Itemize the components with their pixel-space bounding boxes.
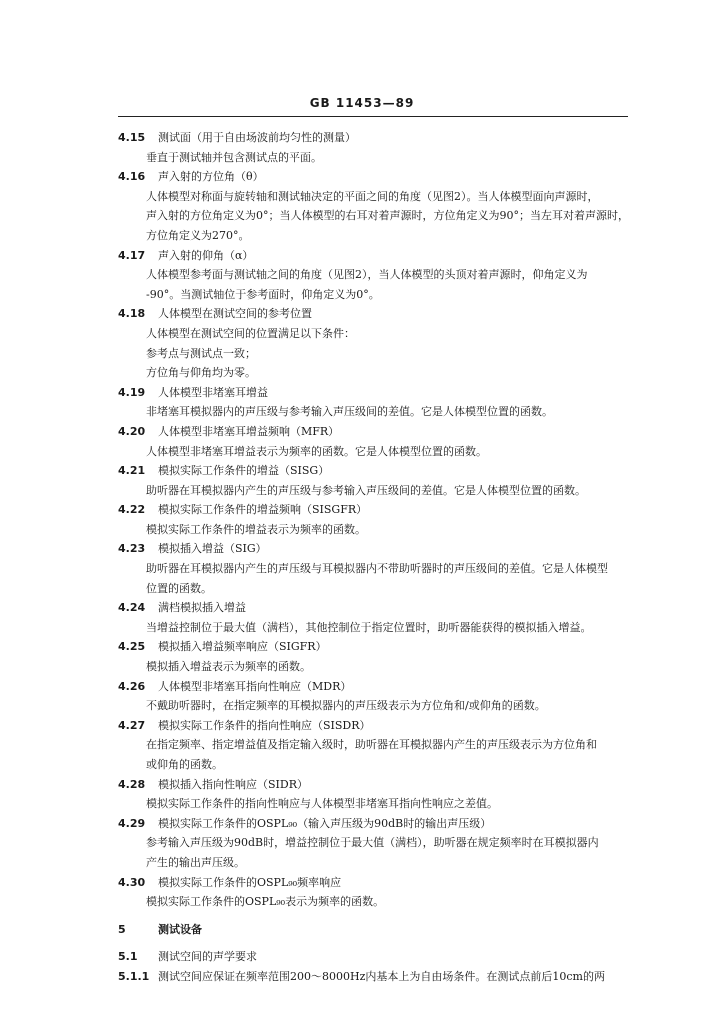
clause-heading bbox=[118, 128, 630, 148]
clause-title: 模拟实际工作条件的指向性响应（SISDR） bbox=[158, 718, 371, 732]
clause-title: 模拟插入指向性响应（SIDR） bbox=[158, 777, 308, 791]
clause-text: -90°。当测试轴位于参考面时，仰角定义为0°。 bbox=[146, 287, 380, 301]
clause-text: 模拟实际工作条件的增益表示为频率的函数。 bbox=[146, 522, 366, 536]
clause-text: 人体模型对称面与旋转轴和测试轴决定的平面之间的角度（见图2）。当人体模型面向声源时， bbox=[146, 189, 599, 203]
clause-heading bbox=[118, 814, 630, 834]
spacer bbox=[118, 939, 630, 947]
subsection-heading bbox=[118, 947, 630, 967]
clause-title: 模拟实际工作条件的增益（SISG） bbox=[158, 464, 330, 478]
clause-heading bbox=[118, 461, 630, 481]
clause-number: 4.30 bbox=[118, 875, 146, 889]
clause-title: 人体模型非堵塞耳增益 bbox=[158, 385, 268, 399]
clause-text: 当增益控制位于最大值（满档），其他控制位于指定位置时，助听器能获得的模拟插入增益。 bbox=[146, 620, 592, 634]
page-header: GB 11453—89 bbox=[309, 96, 415, 110]
clause-heading bbox=[118, 716, 630, 736]
subsection-title: 测试空间的声学要求 bbox=[158, 950, 257, 964]
clause-text: 方位角定义为270°。 bbox=[146, 228, 250, 242]
clause-title: 人体模型非堵塞耳指向性响应（MDR） bbox=[158, 679, 352, 693]
clause-number: 4.19 bbox=[118, 385, 146, 399]
subsubsection-number: 5.1.1 bbox=[118, 969, 150, 983]
clause-heading bbox=[118, 539, 630, 559]
clause-text: 声入射的方位角定义为0°；当人体模型的右耳对着声源时，方位角定义为90°；当左耳对着声源时， bbox=[146, 209, 629, 223]
clause-text: 模拟插入增益表示为频率的函数。 bbox=[146, 660, 311, 674]
clause-number: 4.28 bbox=[118, 777, 146, 791]
clause-number: 4.25 bbox=[118, 640, 146, 654]
clause-number: 4.23 bbox=[118, 542, 146, 556]
spacer bbox=[118, 912, 630, 920]
clause-heading bbox=[118, 677, 630, 697]
clause-heading bbox=[118, 167, 630, 187]
clause-text: 或仰角的函数。 bbox=[146, 758, 223, 771]
clause-title: 人体模型非堵塞耳增益频响（MFR） bbox=[158, 424, 340, 438]
clause-number: 4.18 bbox=[118, 307, 146, 321]
clause-heading bbox=[118, 775, 630, 795]
clause-title: 模拟实际工作条件的增益频响（SISGFR） bbox=[158, 503, 368, 517]
clause-title: 测试面（用于自由场波前均匀性的测量） bbox=[158, 131, 356, 144]
clause-number: 4.20 bbox=[118, 424, 146, 438]
document-body bbox=[118, 128, 630, 987]
clause-heading bbox=[118, 422, 630, 442]
section-number: 5 bbox=[118, 922, 126, 936]
clause-number: 4.17 bbox=[118, 248, 146, 262]
section-title: 测试设备 bbox=[158, 922, 202, 936]
clause-title: 满档模拟插入增益 bbox=[158, 601, 246, 615]
subsubsection-heading bbox=[118, 967, 630, 987]
clause-number: 4.24 bbox=[118, 601, 146, 615]
clause-number: 4.21 bbox=[118, 464, 146, 478]
clause-text: 非堵塞耳模拟器内的声压级与参考输入声压级间的差值。它是人体模型位置的函数。 bbox=[146, 405, 553, 419]
clause-number: 4.16 bbox=[118, 170, 146, 184]
clause-heading bbox=[118, 500, 630, 520]
clause-title: 模拟插入增益频率响应（SIGFR） bbox=[158, 640, 327, 654]
clause-text: 人体模型在测试空间的位置满足以下条件： bbox=[146, 326, 355, 340]
clause-heading bbox=[118, 383, 630, 403]
clause-text: 方位角与仰角均为零。 bbox=[146, 366, 256, 380]
clause-text: 产生的输出声压级。 bbox=[146, 855, 245, 869]
clause-number: 4.29 bbox=[118, 816, 146, 830]
section-heading bbox=[118, 920, 630, 940]
clause-title: 声入射的方位角（θ） bbox=[158, 170, 264, 184]
clause-text: 垂直于测试轴并包含测试点的平面。 bbox=[146, 150, 322, 164]
clause-text: 在指定频率、指定增益值及指定输入级时，助听器在耳模拟器内产生的声压级表示为方位角和 bbox=[146, 738, 597, 752]
clause-text: 位置的函数。 bbox=[146, 581, 212, 595]
clause-number: 4.26 bbox=[118, 679, 146, 693]
clause-text: 参考点与测试点一致； bbox=[146, 346, 256, 360]
clause-title: 模拟插入增益（SIG） bbox=[158, 542, 267, 556]
clause-number: 4.15 bbox=[118, 131, 146, 144]
clause-heading bbox=[118, 873, 630, 893]
clause-text: 助听器在耳模拟器内产生的声压级与参考输入声压级间的差值。它是人体模型位置的函数。 bbox=[146, 483, 586, 497]
clause-title: 模拟实际工作条件的OSPL₉₀频率响应 bbox=[158, 875, 342, 889]
clause-text: 不戴助听器时，在指定频率的耳模拟器内的声压级表示为方位角和/或仰角的函数。 bbox=[146, 699, 546, 713]
clause-text: 人体模型非堵塞耳增益表示为频率的函数。它是人体模型位置的函数。 bbox=[146, 444, 487, 458]
clause-number: 4.27 bbox=[118, 718, 146, 732]
clause-text: 模拟实际工作条件的OSPL₉₀表示为频率的函数。 bbox=[146, 895, 385, 909]
clause-text: 人体模型参考面与测试轴之间的角度（见图2），当人体模型的头顶对着声源时，仰角定义为 bbox=[146, 268, 588, 282]
clause-heading bbox=[118, 246, 630, 266]
subsubsection-text: 测试空间应保证在频率范围200～8000Hz内基本上为自由场条件。在测试点前后10cm的两 bbox=[158, 969, 605, 983]
clause-heading bbox=[118, 304, 630, 324]
clause-title: 人体模型在测试空间的参考位置 bbox=[158, 307, 312, 321]
subsection-number: 5.1 bbox=[118, 950, 138, 964]
header-rule bbox=[118, 116, 628, 117]
clause-heading bbox=[118, 637, 630, 657]
clause-title: 声入射的仰角（α） bbox=[158, 248, 254, 262]
clause-heading bbox=[118, 598, 630, 618]
clause-title: 模拟实际工作条件的OSPL₉₀（输入声压级为90dB时的输出声压级） bbox=[158, 816, 492, 830]
clause-text: 模拟实际工作条件的指向性响应与人体模型非堵塞耳指向性响应之差值。 bbox=[146, 797, 498, 811]
clause-number: 4.22 bbox=[118, 503, 146, 517]
clause-text: 参考输入声压级为90dB时，增益控制位于最大值（满档），助听器在规定频率时在耳模拟器内 bbox=[146, 836, 599, 850]
clause-text: 助听器在耳模拟器内产生的声压级与耳模拟器内不带助听器时的声压级间的差值。它是人体模型 bbox=[146, 562, 608, 576]
